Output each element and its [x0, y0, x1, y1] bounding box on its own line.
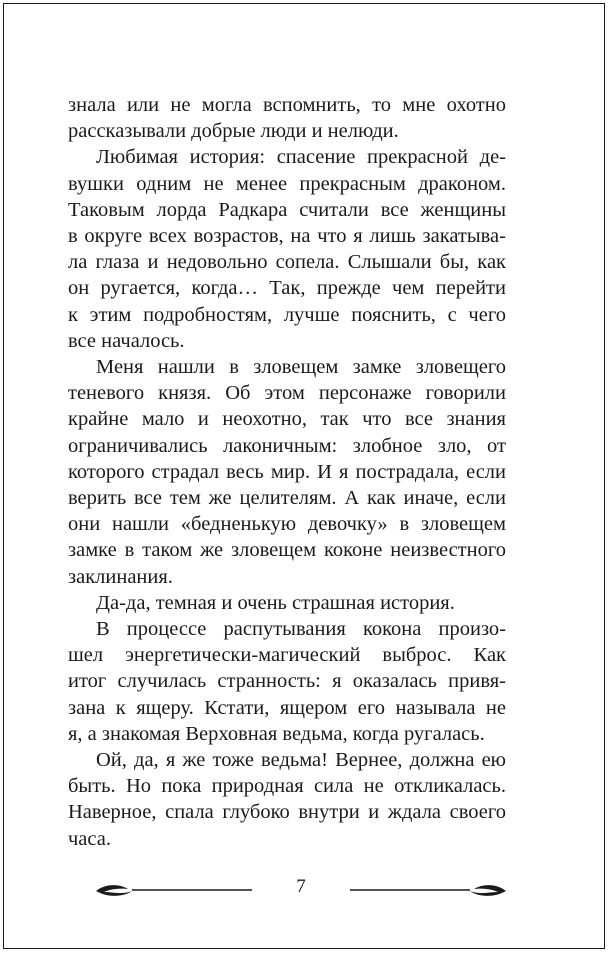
text-line: быть. Но пока природная сила не откликалась.: [68, 775, 506, 798]
paragraph: [68, 616, 506, 747]
text-line: Любимая история: спасение прекрасной де-: [96, 146, 506, 169]
text-line: заклинания.: [68, 565, 173, 588]
text-line: которого страдал весь мир. И я пострадала, если: [68, 460, 506, 483]
paragraph: [68, 590, 506, 616]
text-line: Ой, да, я же тоже ведьма! Вернее, должна ею: [96, 749, 506, 772]
book-text: [68, 92, 506, 852]
page-frame: [3, 3, 605, 949]
text-line: Меня нашли в зловещем замке зловещего: [96, 356, 506, 379]
text-line: замке в таком же зловещем коконе неизвестного: [68, 539, 506, 562]
text-line: ла глаза и недовольно сопела. Слышали бы, как: [68, 251, 506, 274]
text-line: В процессе распутывания кокона произо-: [96, 618, 506, 641]
text-line: итог случилась странность: я оказалась привя-: [68, 670, 506, 693]
text-line: Таковым лорда Радкара считали все женщины: [68, 198, 506, 221]
flourish-right-icon: [348, 880, 508, 900]
text-line: теневого князя. Об этом персонаже говорили: [68, 382, 506, 405]
text-line: крайне мало и неохотно, так что все знания: [68, 408, 506, 431]
text-line: вушки одним не менее прекрасным драконом.: [68, 172, 506, 195]
paragraph: [68, 92, 506, 144]
paragraph: [68, 144, 506, 354]
text-line: рассказывали добрые люди и нелюди.: [68, 120, 399, 143]
text-line: шел энергетически-магический выброс. Как: [68, 644, 506, 667]
text-line: Наверное, спала глубоко внутри и ждала своего: [68, 801, 506, 824]
text-line: Да-да, темная и очень страшная история.: [96, 591, 455, 614]
paragraph: [68, 747, 506, 852]
text-line: знала или не могла вспомнить, то мне охотно: [68, 94, 506, 116]
text-line: они нашли «бедненькую девочку» в зловещем: [68, 513, 506, 536]
text-line: все началось.: [68, 329, 185, 352]
text-line: он ругается, когда… Так, прежде чем перейти: [68, 277, 506, 300]
text-line: зана к ящеру. Кстати, ящером его называла не: [68, 696, 506, 719]
text-line: верить все тем же целителям. А как иначе, если: [68, 487, 506, 510]
text-line: к этим подробностям, лучше пояснить, с чего: [68, 303, 506, 326]
text-line: часа.: [68, 827, 111, 850]
text-line: ограничивались лаконичным: злобное зло, от: [68, 434, 506, 457]
page-footer: [94, 876, 508, 900]
page-number: 7: [296, 876, 306, 897]
text-line: в округе всех возрастов, на что я лишь закатыва-: [68, 225, 506, 248]
text-line: я, а знакомая Верховная ведьма, когда ругалась.: [68, 722, 485, 745]
flourish-left-icon: [94, 880, 254, 900]
paragraph: [68, 354, 506, 590]
